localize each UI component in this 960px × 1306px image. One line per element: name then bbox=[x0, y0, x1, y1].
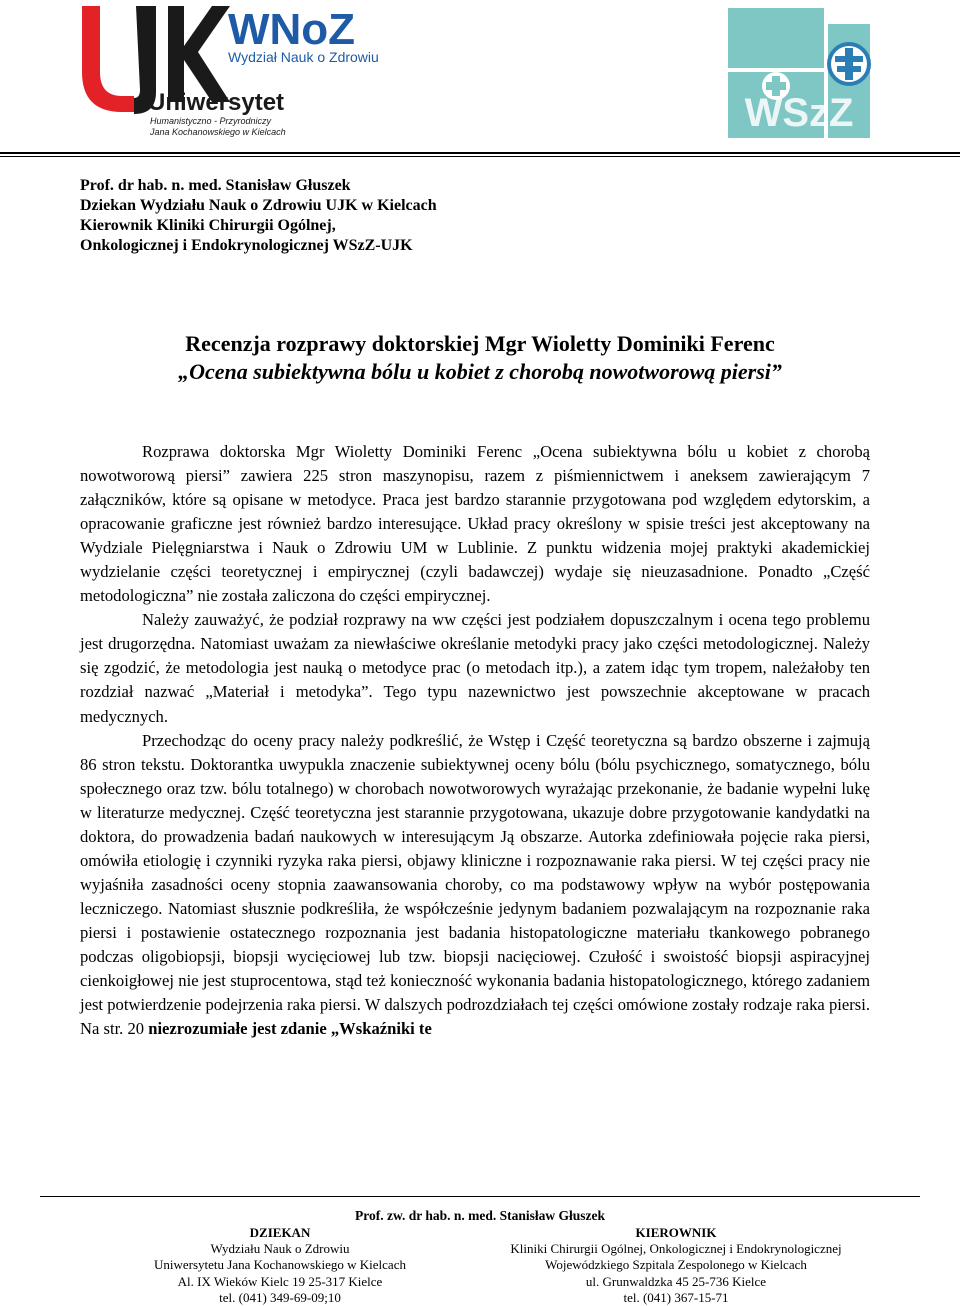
footer-left bbox=[120, 1225, 440, 1306]
author-line: Dziekan Wydziału Nauk o Zdrowiu UJK w Kielcach bbox=[80, 197, 437, 214]
wszz-brand: WSzZ bbox=[744, 91, 854, 135]
footer-right-line: tel. (041) 367-15-71 bbox=[623, 1289, 729, 1305]
footer-left-line: Wydziału Nauk o Zdrowiu bbox=[210, 1241, 350, 1257]
footer-right-line: Kliniki Chirurgii Ogólnej, Onkologicznej i Endokrynologicznej bbox=[510, 1241, 842, 1257]
wszz-logo bbox=[724, 4, 874, 142]
footer-left-line: Al. IX Wieków Kielc 19 25-317 Kielce bbox=[177, 1273, 383, 1289]
footer-left-heading: DZIEKAN bbox=[249, 1225, 311, 1240]
footer-name: Prof. zw. dr hab. n. med. Stanisław Głuszek bbox=[354, 1208, 606, 1223]
wszz-logo-graphic bbox=[724, 4, 874, 142]
university-sub2: Jana Kochanowskiego w Kielcach bbox=[150, 127, 286, 137]
review-body bbox=[80, 440, 870, 1041]
wnoz-subtitle: Wydział Nauk o Zdrowiu bbox=[228, 49, 379, 65]
author-line: Kierownik Kliniki Chirurgii Ogólnej, bbox=[80, 217, 336, 234]
paragraph-text: Przechodząc do oceny pracy należy podkreślić, że Wstęp i Część teoretyczna są bardzo obszerne i zajmują 86 stron tekstu. Doktorantka uwypukla znaczenie subiektywnej oceny bólu (bólu psychicznego, somatycznego, bólu społecznego oraz tzw. bólu totalnego) w chorobach nowotworowych wyrażając przekonanie, że badanie wypełni lukę w literaturze medycznej. Część teoretyczna jest starannie przygotowana, ukazuje dobre przygotowanie kandydatki na doktora, do prowadzenia badań naukowych w interesującym Ją obszarze. Autorka zdefiniowała pojęcie raka piersi, omówiła etiologię i czynniki ryzyka raka piersi, objawy kliniczne i rozpoznawanie raka piersi. W tej części pracy nie wyjaśniła zasadności oceny stopnia zaawansowania choroby, co ma podstawowy wpływ na wybór postępowania leczniczego. Natomiast słusznie podkreśliła, że współcześnie jedynym badaniem pozwalającym na rozpoznanie raka piersi i postawienie ostatecznego rozpoznania jest badania histopatologiczne materiału tkankowego pobranego podczas oligobiopsji, biopsji wycięciowej lub tzw. biopsji nacięciowej. Czułość i swoistość biopsji aspiracyjnej cienkoigłowej nie jest stuprocentowa, stąd też konieczność wykonania badania histopatologicznego, którego zadaniem jest potwierdzenie podejrzenia raka piersi. W dalszych podrozdziałach tej części omówione zostały rodzaje raka piersi. Na str. 20 bbox=[80, 730, 870, 1039]
author-line: Onkologicznej i Endokrynologicznej WSzZ-UJK bbox=[80, 237, 413, 254]
paragraph: Rozprawa doktorska Mgr Wioletty Dominiki Ferenc „Ocena subiektywna bólu u kobiet z chorobą nowotworową piersi” zawiera 225 stron maszynopisu, razem z piśmiennictwem i aneksem zawierającym 7 załączników, które są opisane w metodyce. Praca jest bardzo starannie przygotowana pod względem edytorskim, a opracowanie graficzne jest również bardzo interesujące. Układ pracy określony w spisie treści jest akceptowany na Wydziale Pielęgniarstwa i Nauk o Zdrowiu UM w Lublinie. Z punktu widzenia mojej praktyki akademickiej wydzielanie części teoretycznej i empirycznej (czyli badawczej) wydaje się nieuzasadnione. Ponadto „Część metodologiczna” nie została zaliczona do części empirycznej. bbox=[80, 442, 870, 606]
footer-right-line: ul. Grunwaldzka 45 25-736 Kielce bbox=[585, 1273, 767, 1289]
paragraph-bold-text: niezrozumiałe jest zdanie „Wskaźniki te bbox=[148, 1019, 432, 1039]
author-block bbox=[80, 176, 437, 256]
author-line: Prof. dr hab. n. med. Stanisław Głuszek bbox=[80, 177, 351, 194]
title-line: Recenzja rozprawy doktorskiej Mgr Wioletty Dominiki Ferenc bbox=[185, 331, 775, 356]
header-divider bbox=[0, 152, 960, 157]
ujk-wnoz-logo bbox=[78, 2, 388, 142]
ujk-logo-graphic bbox=[78, 2, 388, 142]
footer-right bbox=[486, 1225, 866, 1306]
paragraph bbox=[80, 729, 870, 1042]
footer-divider bbox=[40, 1196, 920, 1197]
document-title bbox=[0, 330, 960, 386]
wnoz-brand: WNoZ bbox=[228, 5, 356, 54]
university-sub1: Humanistyczno - Przyrodniczy bbox=[150, 116, 272, 126]
university-name: Uniwersytet bbox=[148, 89, 285, 116]
footer-right-heading: KIEROWNIK bbox=[635, 1225, 717, 1240]
footer-left-line: Uniwersytetu Jana Kochanowskiego w Kielcach bbox=[154, 1257, 406, 1273]
footer-right-line: Wojewódzkiego Szpitala Zespolonego w Kielcach bbox=[545, 1257, 807, 1273]
paragraph: Należy zauważyć, że podział rozprawy na ww części jest podziałem dopuszczalnym i ocena tego problemu jest drugorzędna. Natomiast uważam za niewłaściwe określanie metodyki pracy jako części metodologicznej. Należy się zgodzić, że metodologia jest nauką o metodyce prac (o metodach itp.), a zatem idąc tym tropem, należałoby ten rozdział nazwać „Materiał i metodyka”. Tego typu nazewnictwo jest powszechnie akceptowane w pracach medycznych. bbox=[80, 610, 870, 726]
title-subtitle: „Ocena subiektywna bólu u kobiet z chorobą nowotworową piersi” bbox=[178, 359, 782, 384]
footer-left-line: tel. (041) 349-69-09;10 bbox=[219, 1289, 341, 1305]
